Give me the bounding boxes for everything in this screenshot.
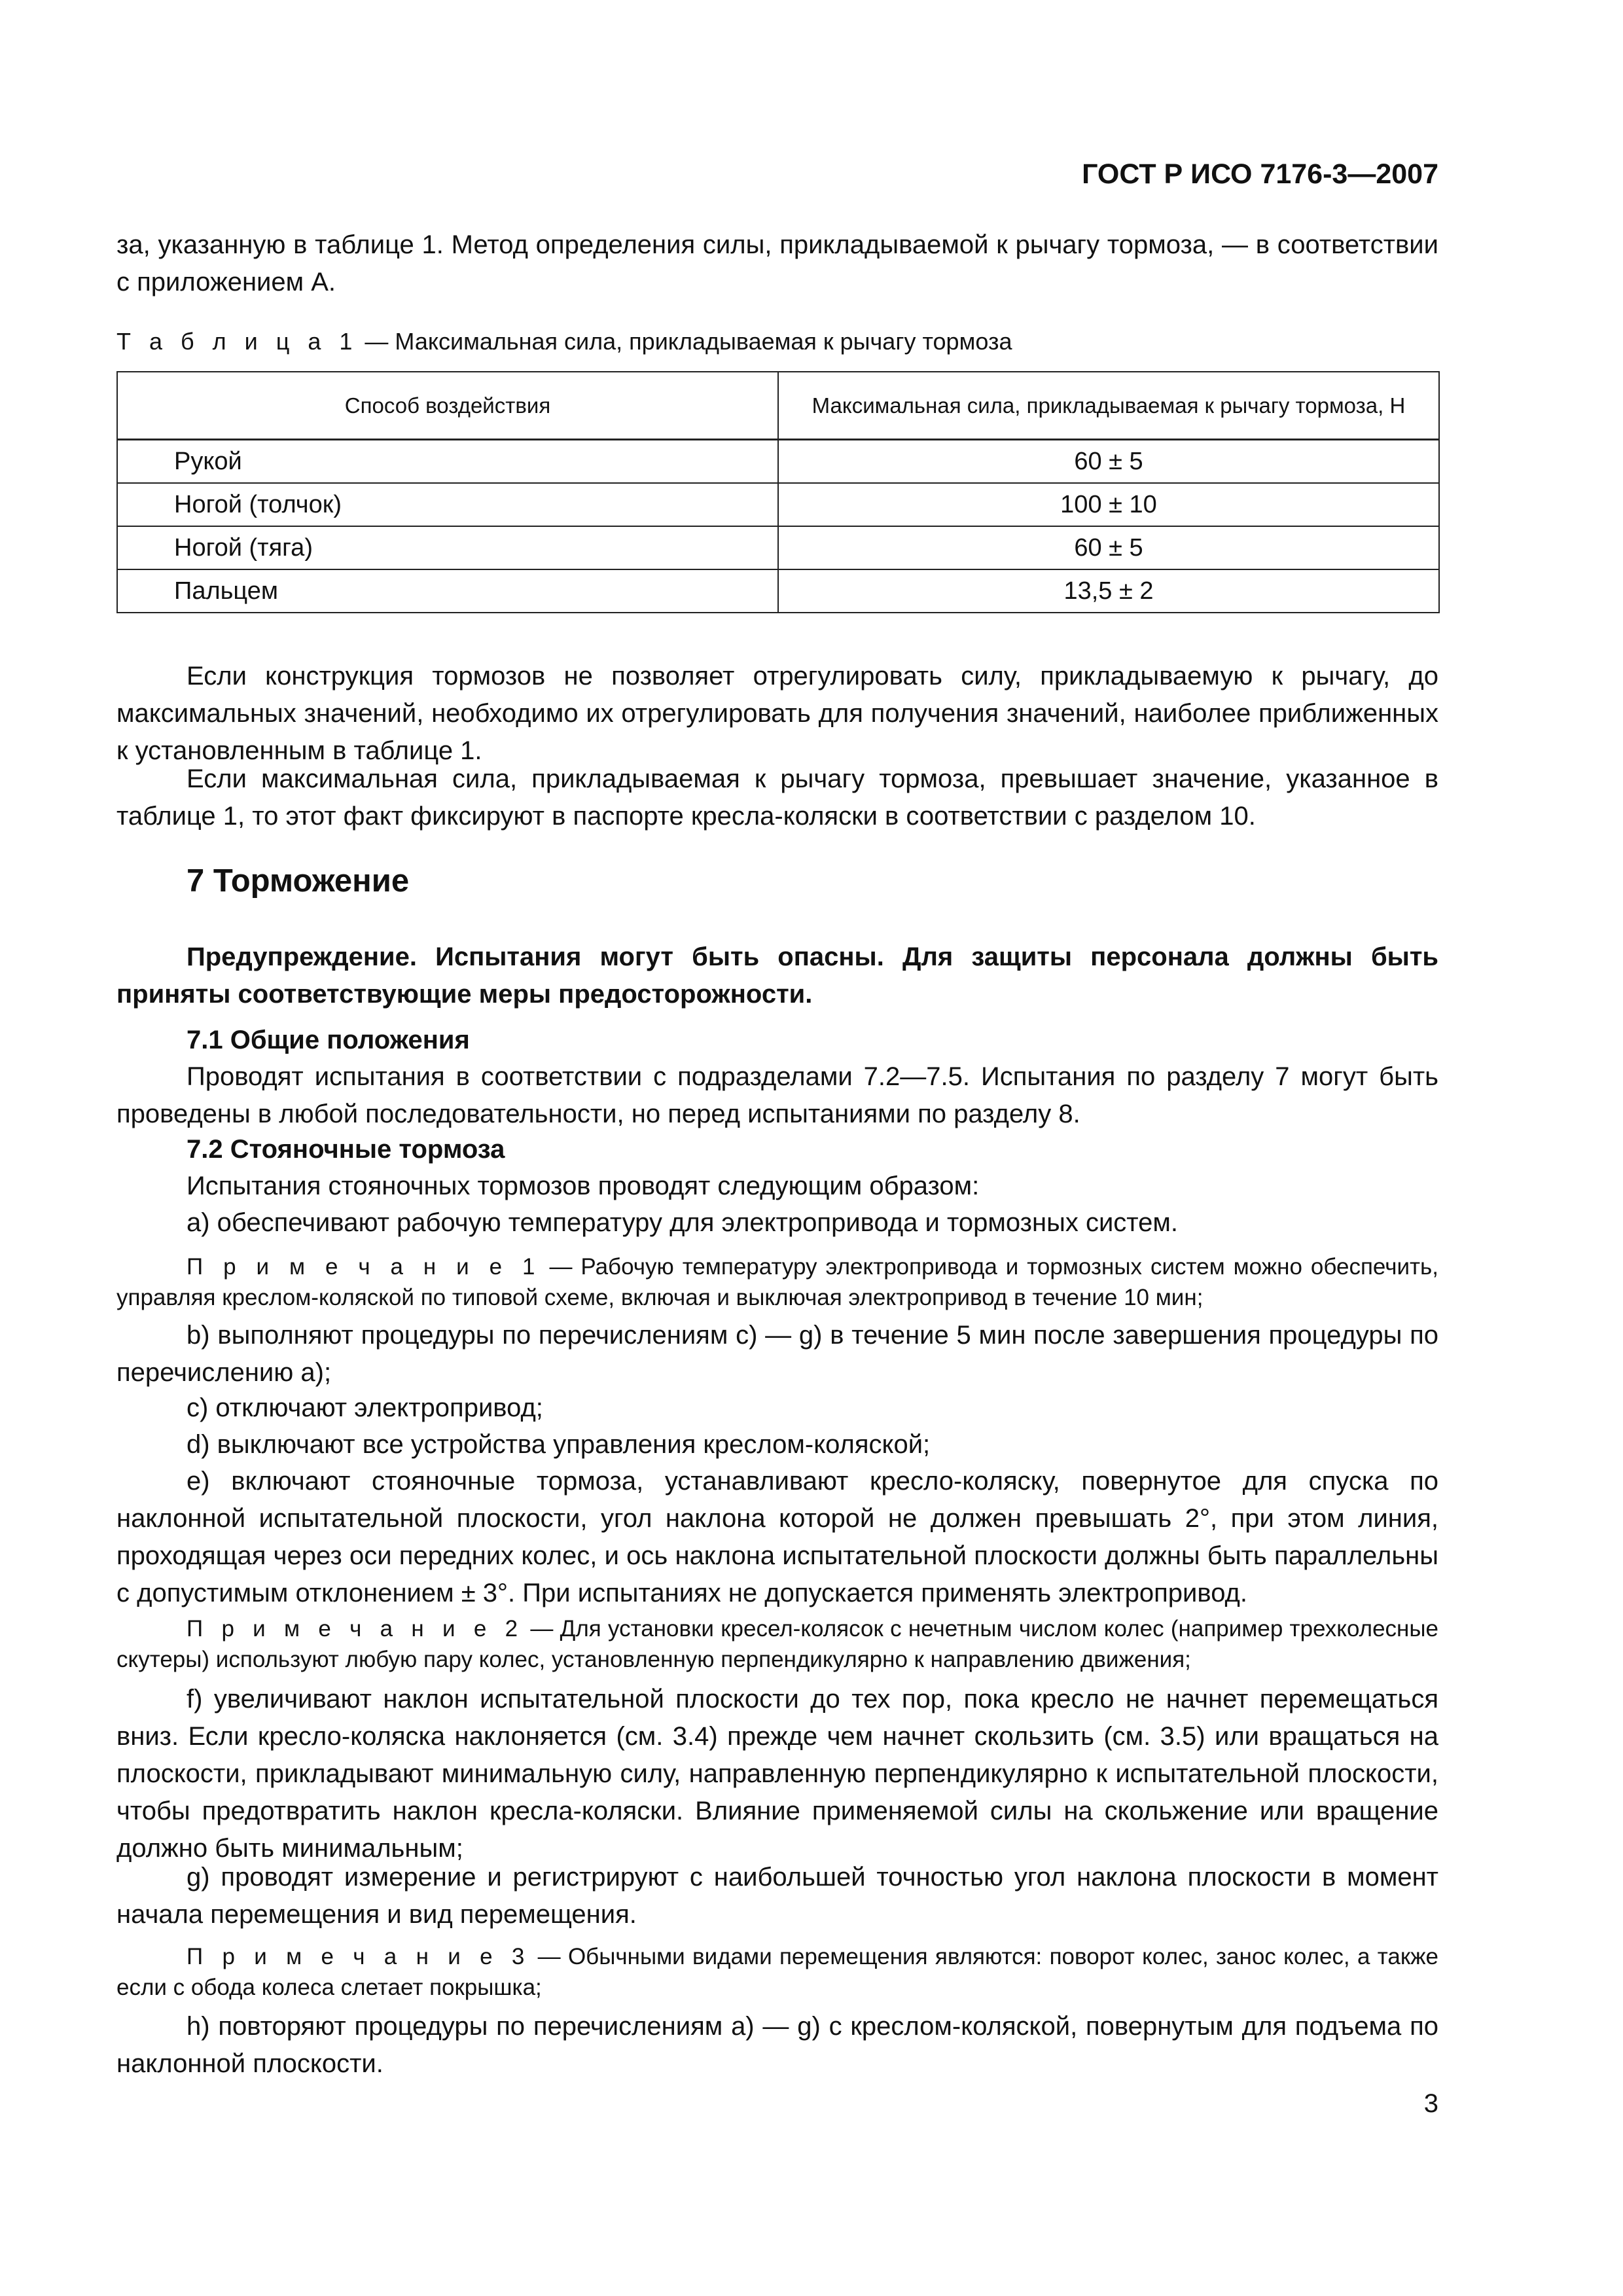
note-2-label: П р и м е ч а н и е 2 (187, 1616, 524, 1641)
cell-mode: Рукой (117, 440, 778, 484)
table-row (117, 569, 1439, 613)
cell-mode: Ногой (толчок) (117, 483, 778, 526)
note-2 (116, 1613, 1438, 1675)
list-item-c: с) отключают электропривод; (187, 1393, 543, 1422)
subsection-7-2-intro: Испытания стояночных тормозов проводят следующим образом: (187, 1172, 980, 1200)
paragraph-adjust-force: Если конструкция тормозов не позволяет отрегулировать силу, прикладываемую к рычагу, до максимальных значений, необходимо их отрегулировать для получения значений, наиболее приближенных к установленным в таблице 1. (116, 662, 1438, 765)
table-row (117, 440, 1439, 484)
table-caption-label: Т а б л и ц а 1 (116, 328, 359, 355)
intro-paragraph: за, указанную в таблице 1. Метод определения силы, прикладываемой к рычагу тормоза, — в соответствии с приложением А. (116, 230, 1438, 296)
cell-force: 13,5 ± 2 (778, 569, 1439, 613)
list-item-d: d) выключают все устройства управления креслом-коляской; (187, 1430, 931, 1459)
table-row (117, 483, 1439, 526)
cell-mode: Ногой (тяга) (117, 526, 778, 569)
cell-force: 60 ± 5 (778, 526, 1439, 569)
subsection-7-2-title: 7.2 Стояночные тормоза (187, 1135, 505, 1164)
warning-paragraph: Предупреждение. Испытания могут быть опасны. Для защиты персонала должны быть приняты соответствующие меры предосторожности. (116, 942, 1438, 1009)
cell-force: 60 ± 5 (778, 440, 1439, 484)
document-header: ГОСТ Р ИСО 7176-3—2007 (1082, 158, 1438, 190)
note-1 (116, 1251, 1438, 1313)
column-header-mode: Способ воздействия (117, 372, 778, 440)
table-caption-text: — Максимальная сила, прикладываемая к рычагу тормоза (358, 328, 1012, 355)
cell-force: 100 ± 10 (778, 483, 1439, 526)
page-number: 3 (1423, 2089, 1438, 2118)
subsection-7-1-text: Проводят испытания в соответствии с подразделами 7.2—7.5. Испытания по разделу 7 могут быть проведены в любой последовательности, но перед испытаниями по разделу 8. (116, 1062, 1438, 1128)
table-header-row (117, 372, 1439, 440)
note-3-label: П р и м е ч а н и е 3 (187, 1944, 531, 1969)
list-item-f: f) увеличивают наклон испытательной плоскости до тех пор, пока кресло не начнет перемещаться вниз. Если кресло-коляска наклоняется (см. 3.4) прежде чем начнет скользить (см. 3.5) или вращаться на плоскости, прикладывают минимальную силу, направленную перпендикулярно к испытательной плоскости, чтобы предотвратить наклон кресла-коляски. Влияние применяемой силы на скольжение или вращение должно быть минимальным; (116, 1685, 1438, 1863)
list-item-a: а) обеспечивают рабочую температуру для электропривода и тормозных систем. (187, 1208, 1179, 1237)
section-7-heading: 7 Торможение (187, 863, 410, 899)
cell-mode: Пальцем (117, 569, 778, 613)
list-item-g: g) проводят измерение и регистрируют с наибольшей точностью угол наклона плоскости в момент начала перемещения и вид перемещения. (116, 1863, 1438, 1929)
list-item-b: b) выполняют процедуры по перечислениям с) — g) в течение 5 мин после завершения процедуры по перечислению а); (116, 1321, 1438, 1387)
table-caption (116, 326, 1012, 357)
note-1-label: П р и м е ч а н и е 1 (187, 1254, 541, 1280)
list-item-e: е) включают стояночные тормоза, устанавливают кресло-коляску, повернутое для спуска по наклонной испытательной плоскости, угол наклона которой не должен превышать 2°, при этом линия, проходящая через оси передних колес, и ось наклона испытательной плоскости должны быть параллельны с допустимым отклонением ± 3°. При испытаниях не допускается применять электропривод. (116, 1467, 1438, 1607)
note-1-text: — Рабочую температуру электропривода и тормозных систем можно обеспечить, управляя креслом-коляской по типовой схеме, включая и выключая электропривод в течение 10 мин; (116, 1254, 1438, 1310)
list-item-h: h) повторяют процедуры по перечислениям а) — g) с креслом-коляской, повернутым для подъема по наклонной плоскости. (116, 2012, 1438, 2078)
note-3 (116, 1941, 1438, 2003)
paragraph-excess-force: Если максимальная сила, прикладываемая к рычагу тормоза, превышает значение, указанное в таблице 1, то этот факт фиксируют в паспорте кресла-коляски в соответствии с разделом 10. (116, 764, 1438, 831)
subsection-7-1-title: 7.1 Общие положения (187, 1026, 470, 1054)
note-3-text: — Обычными видами перемещения являются: поворот колес, занос колес, а также если с обода колеса слетает покрышка; (116, 1944, 1439, 2000)
column-header-force: Максимальная сила, прикладываемая к рычагу тормоза, Н (778, 372, 1439, 440)
table-row (117, 526, 1439, 569)
brake-force-table (116, 371, 1440, 613)
note-2-text: — Для установки кресел-колясок с нечетным числом колес (например трехколесные скутеры) используют любую пару колес, установленную перпендикулярно к направлению движения; (116, 1616, 1438, 1672)
